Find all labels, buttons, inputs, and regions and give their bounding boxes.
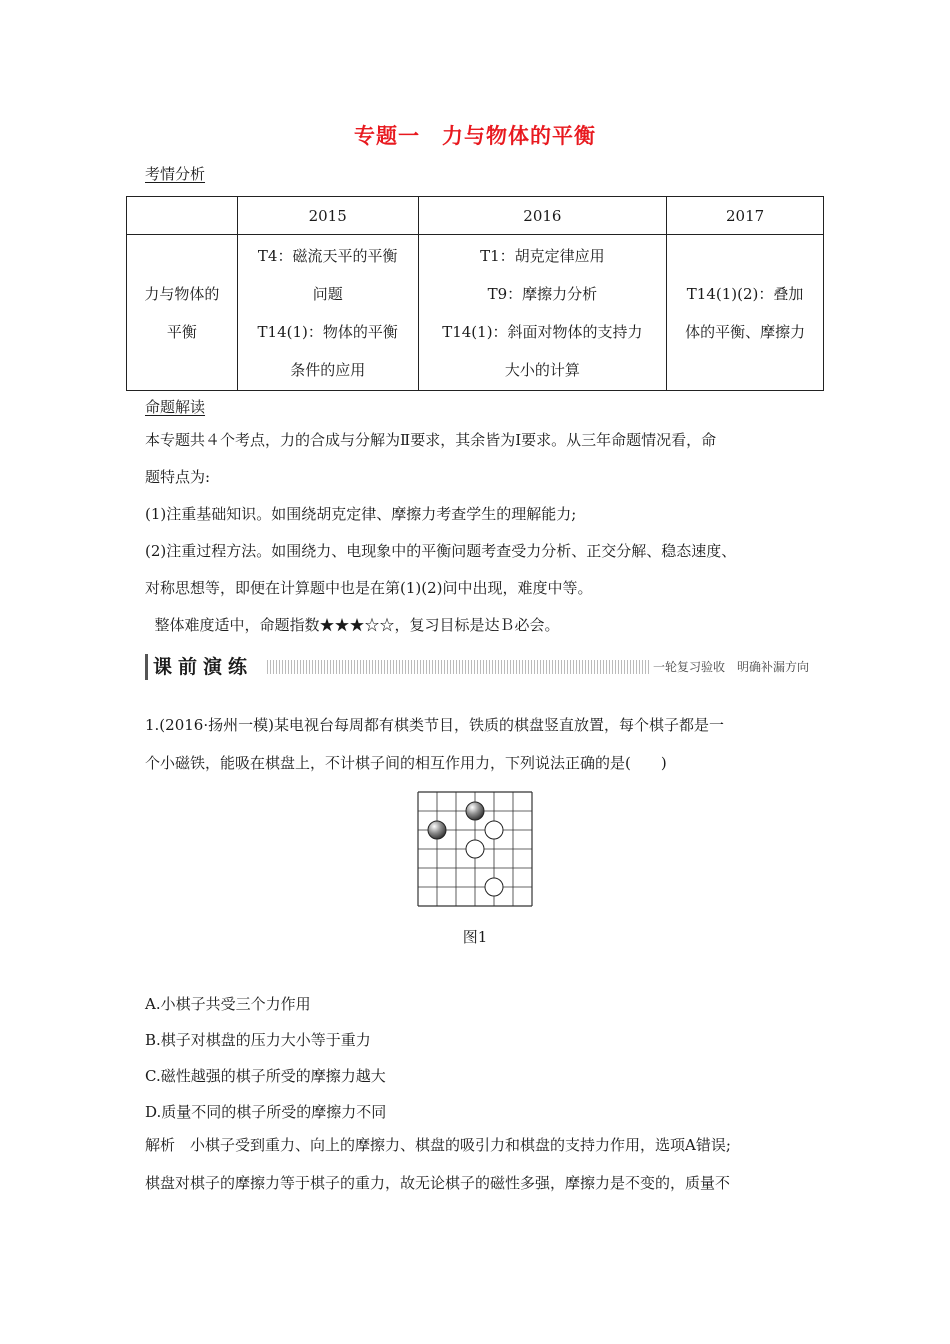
cell-2015: [237, 235, 418, 391]
analysis-line: 棋盘对棋子的摩擦力等于棋子的重力，故无论棋子的磁性多强，摩擦力是不变的，质量不: [145, 1174, 731, 1192]
table-header-cell: 2016: [418, 197, 667, 235]
figure-caption: 图1: [462, 928, 488, 946]
white-stone: [466, 840, 484, 858]
cell-line: T1：胡克定律应用: [480, 246, 605, 265]
table-header-row: [127, 197, 824, 235]
question-line: 个小磁铁，能吸在棋盘上，不计棋子间的相互作用力，下列说法正确的是( ): [145, 754, 667, 772]
cell-line: T4：磁流天平的平衡: [257, 246, 398, 265]
cell-line: 体的平衡、摩擦力: [685, 322, 806, 341]
section-bar: [145, 654, 813, 680]
black-stone: [466, 802, 484, 820]
analysis-text: [145, 1126, 810, 1202]
question-stem: [145, 706, 810, 782]
cell-line: 大小的计算: [504, 360, 580, 379]
cell-2016: [418, 235, 667, 391]
page-title: 专题一 力与物体的平衡: [354, 124, 596, 148]
cell-line: 条件的应用: [290, 360, 366, 379]
black-stone: [428, 821, 446, 839]
exam-analysis-table: [126, 196, 824, 391]
paragraph-line: 对称思想等，即便在计算题中也是在第(1)(2)问中出现，难度中等。: [145, 579, 593, 597]
interpretation-heading: 命题解读: [145, 398, 206, 416]
white-stone: [485, 821, 503, 839]
cell-line: T14(1)(2)：叠加: [686, 284, 804, 303]
cell-line: 力与物体的: [144, 284, 220, 303]
white-stone: [485, 878, 503, 896]
section-bar-heading: 课前演练: [153, 656, 254, 678]
section-bar-marker: [145, 654, 148, 680]
interpretation-body: [145, 422, 810, 644]
option-a: A.小棋子共受三个力作用: [145, 995, 311, 1013]
cell-line: 问题: [312, 284, 343, 303]
cell-line: T9：摩擦力分析: [487, 284, 598, 303]
section-bar-subtitle: 一轮复习验收 明确补漏方向: [649, 659, 813, 675]
option-c: C.磁性越强的棋子所受的摩擦力越大: [145, 1067, 386, 1085]
chessboard-figure: [417, 791, 533, 907]
table-header-cell: [127, 197, 238, 235]
table-row: [127, 235, 824, 391]
analysis-line: 解析 小棋子受到重力、向上的摩擦力、棋盘的吸引力和棋盘的支持力作用，选项A错误;: [145, 1136, 731, 1154]
cell-line: T14(1)：斜面对物体的支持力: [442, 322, 643, 341]
option-b: B.棋子对棋盘的压力大小等于重力: [145, 1031, 371, 1049]
paragraph-line: 本专题共４个考点，力的合成与分解为Ⅱ要求，其余皆为Ⅰ要求。从三年命题情况看，命: [145, 431, 717, 449]
cell-2017: [667, 235, 824, 391]
paragraph-line: 题特点为:: [145, 468, 211, 486]
row-label-cell: [127, 235, 238, 391]
cell-line: 平衡: [166, 322, 197, 341]
table-header-cell: 2015: [237, 197, 418, 235]
paragraph-line: (2)注重过程方法。如围绕力、电现象中的平衡问题考查受力分析、正交分解、稳态速度、: [145, 542, 737, 560]
table-header-cell: 2017: [667, 197, 824, 235]
paragraph-line: 整体难度适中，命题指数★★★☆☆，复习目标是达Ｂ必会。: [145, 616, 560, 634]
cell-line: T14(1)：物体的平衡: [257, 322, 398, 341]
exam-analysis-heading: 考情分析: [145, 165, 206, 183]
question-line: 1.(2016·扬州一模)某电视台每周都有棋类节目，铁质的棋盘竖直放置，每个棋子都是一: [145, 716, 724, 734]
option-d: D.质量不同的棋子所受的摩擦力不同: [145, 1103, 387, 1121]
paragraph-line: (1)注重基础知识。如围绕胡克定律、摩擦力考查学生的理解能力;: [145, 505, 577, 523]
